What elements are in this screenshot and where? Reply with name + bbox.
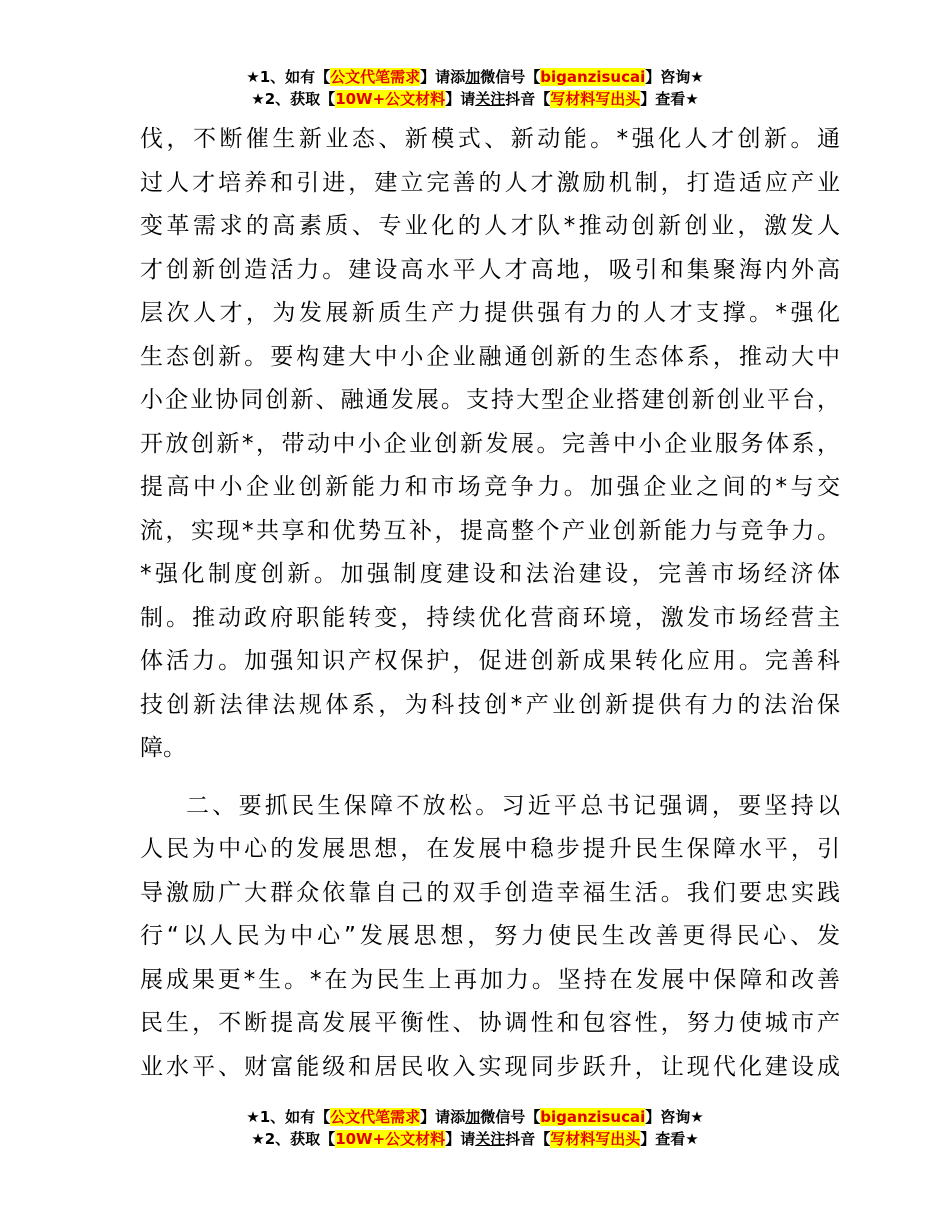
text-line: 技创新法律法规体系，为科技创*产业创新提供有力的法治保 [140, 691, 840, 718]
text-line: 变革需求的高素质、专业化的人才队*推动创新创业，激发人 [140, 213, 840, 239]
highlight-service: 公文代笔需求 [330, 1108, 421, 1126]
banner-line-1: ★1、如有【公文代笔需求】请添加微信号【biganzisucai】咨询★ [246, 1108, 704, 1126]
highlight-materials: 10W+公文材料 [335, 90, 446, 108]
text-line: 才创新创造活力。建设高水平人才高地，吸引和集聚海内外高 [140, 256, 840, 283]
text-line: 开放创新*，带动中小企业创新发展。完善中小企业服务体系， [140, 430, 840, 457]
text-line: 提高中小企业创新能力和市场竞争力。加强企业之间的*与交 [140, 474, 840, 500]
text-line: 过人才培养和引进，建立完善的人才激励机制，打造适应产业 [140, 169, 840, 196]
text-line: 人民为中心的发展思想，在发展中稳步提升民生保障水平，引 [140, 836, 840, 862]
text-line: 生态创新。要构建大中小企业融通创新的生态体系，推动大中 [140, 343, 840, 370]
text-line: 伐，不断催生新业态、新模式、新动能。*强化人才创新。通 [140, 126, 840, 152]
text-line: 小企业协同创新、融通发展。支持大型企业搭建创新创业平台， [140, 387, 840, 413]
text-line: 民生，不断提高发展平衡性、协调性和包容性，努力使城市产 [140, 1010, 840, 1036]
text-line: 障。 [140, 735, 186, 761]
paragraph-spacer [140, 771, 840, 785]
paragraph-2 [140, 785, 840, 1090]
banner-line-2: ★2、获取【10W+公文材料】请关注抖音【写材料写出头】查看★ [251, 1130, 699, 1148]
paragraph-1 [140, 118, 840, 771]
highlight-douyin: 写材料写出头 [550, 90, 641, 108]
text-line: 体活力。加强知识产权保护，促进创新成果转化应用。完善科 [140, 648, 840, 674]
highlight-douyin: 写材料写出头 [550, 1130, 641, 1148]
highlight-wechat-id: biganzisucai [540, 1108, 646, 1126]
banner-line-1: ★1、如有【公文代笔需求】请添加微信号【biganzisucai】咨询★ [246, 68, 704, 86]
highlight-service: 公文代笔需求 [330, 68, 421, 86]
text-line: 流，实现*共享和优势互补，提高整个产业创新能力与竞争力。 [140, 517, 840, 544]
text-line: 业水平、财富能级和居民收入实现同步跃升，让现代化建设成 [140, 1053, 840, 1080]
header-banner [0, 66, 950, 110]
text-line: 制。推动政府职能转变，持续优化营商环境，激发市场经营主 [140, 604, 840, 631]
text-line: 行“以人民为中心”发展思想，努力使民生改善更得民心、发 [140, 923, 840, 949]
document-body [140, 118, 840, 1089]
footer-banner [0, 1106, 950, 1150]
text-line: 层次人才，为发展新质生产力提供强有力的人才支撑。*强化 [140, 300, 840, 326]
highlight-materials: 10W+公文材料 [335, 1130, 446, 1148]
text-line: 二、要抓民生保障不放松。习近平总书记强调，要坚持以 [186, 792, 840, 819]
banner-line-2: ★2、获取【10W+公文材料】请关注抖音【写材料写出头】查看★ [251, 90, 699, 108]
highlight-wechat-id: biganzisucai [540, 68, 646, 86]
text-line: 展成果更*生。*在为民生上再加力。坚持在发展中保障和改善 [140, 966, 840, 993]
text-line: 导激励广大群众依靠自己的双手创造幸福生活。我们要忠实践 [140, 879, 840, 906]
text-line: *强化制度创新。加强制度建设和法治建设，完善市场经济体 [140, 561, 840, 587]
